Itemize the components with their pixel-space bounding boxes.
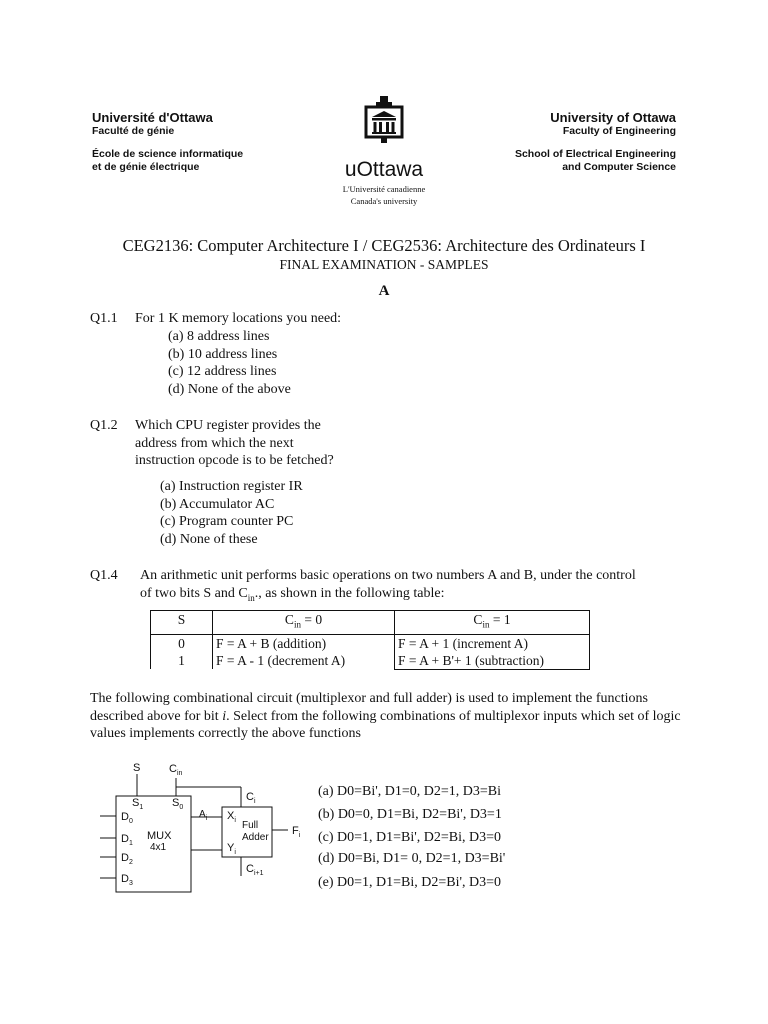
- label-s0: $S_0$: [172, 797, 184, 811]
- label-d2: $D_2$: [121, 852, 133, 866]
- label-cin: $C_{in}$: [169, 763, 183, 777]
- header-cin-1: $C_{in} = 1$: [395, 611, 590, 635]
- option-d: (d) None of the above: [168, 381, 291, 397]
- school-fr-line2: et de génie électrique: [92, 161, 200, 173]
- cell-s: 0 1: [151, 634, 213, 669]
- exam-subtitle: FINAL EXAMINATION - SAMPLES: [279, 257, 489, 272]
- circuit-option-d: (d) D0=Bi, D1= 0, D2=1, D3=Bi': [318, 851, 506, 866]
- label-ai: $A_i$: [199, 809, 208, 822]
- mux-full-adder-circuit: [96, 760, 316, 900]
- option-c: (c) Program counter PC: [160, 514, 294, 529]
- circuit-option-c: (c) D0=1, D1=Bi', D2=Bi, D3=0: [318, 830, 502, 845]
- circuit-option-a: (a) D0=Bi', D1=0, D2=1, D3=Bi: [318, 784, 502, 799]
- option-d: (d) None of these: [160, 531, 258, 547]
- option-a: (a) Instruction register IR: [160, 479, 303, 494]
- school-en-line2: and Computer Science: [562, 161, 676, 173]
- question-number: Q1.2: [90, 418, 118, 433]
- question-text-line2: address from which the next: [135, 435, 294, 451]
- label-s: S: [133, 762, 141, 774]
- option-b: (b) 10 address lines: [168, 346, 278, 362]
- faculty-fr: Faculté de génie: [92, 125, 175, 137]
- label-d0: $D_0$: [121, 811, 133, 825]
- logo-wordmark: uOttawa: [344, 158, 424, 181]
- logo-tagline-en: Canada's university: [350, 196, 418, 206]
- label-full: Full: [242, 820, 259, 831]
- label-mux: MUX: [147, 830, 172, 842]
- table-row: [151, 634, 590, 669]
- school-fr-line1: École de science informatique: [92, 148, 244, 160]
- school-en-line1: School of Electrical Engineering: [514, 148, 676, 160]
- uottawa-logo: [334, 96, 434, 206]
- option-c: (c) 12 address lines: [168, 364, 277, 379]
- circuit-option-e: (e) D0=1, D1=Bi, D2=Bi', D3=0: [318, 875, 502, 890]
- question-text-line1: Which CPU register provides the: [135, 418, 321, 433]
- university-building-icon: [361, 96, 407, 152]
- header-s: S: [151, 611, 213, 635]
- cell-cin-0: F = A + B (addition) F = A - 1 (decrement A): [213, 634, 395, 669]
- option-b: (b) Accumulator AC: [160, 496, 275, 512]
- exam-version: A: [378, 283, 390, 299]
- label-yi: $Y_i$: [227, 842, 236, 856]
- question-text-line1: An arithmetic unit performs basic operations on two numbers A and B, under the control: [140, 568, 636, 583]
- label-adder: Adder: [242, 832, 269, 843]
- question-text: For 1 K memory locations you need:: [135, 311, 342, 326]
- cell-cin-1: F = A + 1 (increment A) F = A + B'+ 1 (subtraction): [395, 634, 590, 669]
- header-cin-0: $C_{in} = 0$: [213, 611, 395, 635]
- faculty-en: Faculty of Engineering: [562, 125, 676, 137]
- label-d1: $D_1$: [121, 833, 133, 847]
- label-fi: $F_i$: [292, 825, 301, 839]
- label-d3: $D_3$: [121, 873, 133, 887]
- header-right: [456, 110, 676, 174]
- question-number: Q1.1: [90, 311, 118, 326]
- label-mux-size: 4x1: [150, 842, 167, 853]
- circuit-description: The following combinational circuit (multiplexor and full adder) is used to implement the functions described above for bit i. Select from the following combinations of multiplexor inputs which set of logic values implements correctly the above functions: [90, 691, 681, 741]
- question-text-line3: instruction opcode is to be fetched?: [135, 453, 334, 468]
- label-xi: $X_i$: [227, 810, 236, 824]
- course-title: CEG2136: Computer Architecture I / CEG2536: Architecture des Ordinateurs I: [122, 236, 646, 255]
- logo-tagline-fr: L'Université canadienne: [342, 184, 426, 194]
- option-a: (a) 8 address lines: [168, 329, 270, 344]
- table-header-row: [151, 611, 590, 635]
- header-left: [92, 110, 292, 174]
- arithmetic-table: [150, 610, 590, 670]
- university-name-fr: Université d'Ottawa: [92, 110, 213, 125]
- label-ci1: $C_{i+1}$: [246, 863, 264, 877]
- university-name-en: University of Ottawa: [550, 110, 676, 125]
- label-s1: $S_1$: [132, 797, 144, 811]
- question-number: Q1.4: [90, 568, 118, 583]
- circuit-option-b: (b) D0=0, D1=Bi, D2=Bi', D3=1: [318, 807, 502, 822]
- question-text-line2: of two bits S and $C_{in}$., as shown in the following table:: [140, 586, 445, 603]
- label-ci: $C_i$: [246, 791, 256, 805]
